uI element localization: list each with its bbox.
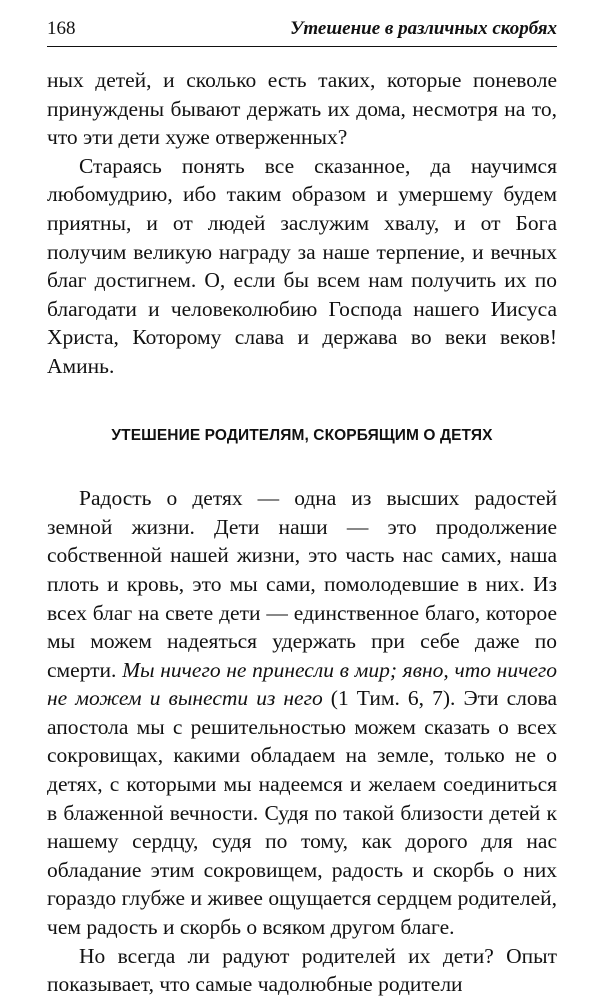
header-rule <box>47 46 557 47</box>
paragraph-text: Радость о детях — одна из высших радостей земной жизни. Дети наши — это продолжение собственной нашей жизни, это часть нас самих, наша плоть и кровь, это мы сами, помолодевшие в них. Из всех благ на свете дети — единственное благо, которое мы можем надеяться удержать при себе даже по смерти. <box>47 486 557 682</box>
section-heading: УТЕШЕНИЕ РОДИТЕЛЯМ, СКОРБЯЩИМ О ДЕТЯХ <box>111 426 493 444</box>
paragraph: Но всегда ли радуют родителей их дети? Опыт показывает, что самые чадолюбные родители <box>47 943 557 997</box>
running-title: Утешение в различных скорбях <box>290 18 557 39</box>
paragraph-continued: ных детей, и сколько есть таких, которые поневоле принуждены бывают держать их дома, несмотря на то, что эти дети хуже отверженных? <box>47 68 557 150</box>
body-text <box>47 66 557 999</box>
running-header <box>47 0 557 48</box>
book-page <box>47 0 557 999</box>
page-number: 168 <box>47 18 76 39</box>
paragraph-text: Эти слова апостола мы с решительностью можем сказать о всех сокровищах, какими обладаем на земле, только не о детях, с которыми мы надеемся и желаем соединиться в блаженной вечности. Судя по такой близости детей к нашему сердцу, судя по тому, как дорого для нас обладание этим сокровищем, радость и скорбь о них гораздо глубже и живее ощущается сердцем родителей, чем радость и скорбь о всяком другом благе. <box>47 686 558 940</box>
paragraph: Стараясь понять все сказанное, да научимся любомудрию, ибо таким образом и умершему будем приятны, и от людей заслужим хвалу, и от Бога получим великую награду за наше терпение, и вечных благ достигнем. О, если бы всем нам получить их по благодати и человеколюбию Господа нашего Иисуса Христа, Которому слава и держава во веки веков! Аминь. <box>47 153 557 378</box>
scripture-reference: (1 Тим. 6, 7). <box>330 686 456 711</box>
paragraph <box>47 484 557 942</box>
scripture-quote: Мы ничего не принесли в мир; явно, что ничего не можем и вынести из него <box>47 657 558 711</box>
